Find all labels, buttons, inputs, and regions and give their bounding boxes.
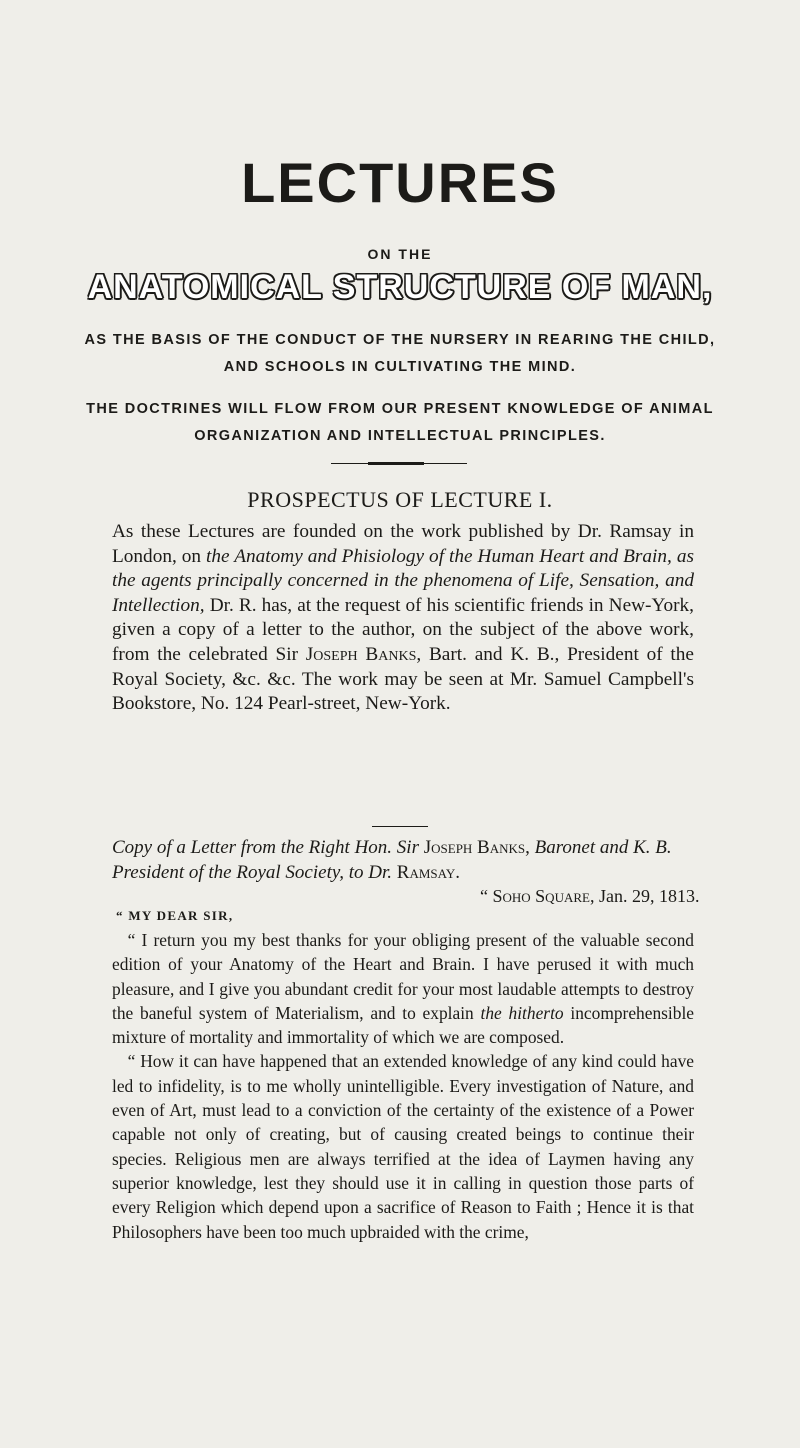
prospectus-paragraph — [112, 520, 694, 717]
dateline-date: Jan. 29, 1813. — [594, 886, 700, 906]
letter-heading-name-1: Joseph Banks, — [423, 837, 530, 858]
prospectus-text-3: Bart. and K. B., President of the Royal Society, &c. &c. The work may be seen at Mr. Samuel Campbell's Bookstore, No. 124 Pearl-street, New-York. — [112, 643, 694, 715]
letter-p1-italic: the hitherto — [480, 1002, 564, 1023]
subtitle-first: AS THE BASIS OF THE CONDUCT OF THE NURSERY IN REARING THE CHILD, AND SCHOOLS IN CULTIVATING THE MIND. — [84, 332, 716, 375]
title-connector: ON THE — [367, 246, 433, 262]
letter-heading-name-2: Ramsay. — [396, 861, 460, 883]
letter-heading-part-2: Baronet and K. B. President of the Royal Society, to Dr. — [112, 837, 672, 883]
prospectus-name: Joseph Banks, — [305, 643, 422, 665]
letter-p1-text-b: incomprehensible mixture of mortality and immortality of which we are composed. — [112, 1002, 695, 1048]
letter-dateline — [480, 885, 780, 907]
letter-paragraph-1 — [112, 928, 694, 1049]
prospectus-book-title: the Anatomy and Phisiology of the Human Heart and Brain, as the agents principally concerned in the phenomena of Life, Sensation, and Intellection, — [112, 545, 694, 616]
prospectus-text-1: As these Lectures are founded on the work published by Dr. Ramsay in London, on — [112, 521, 694, 567]
letter-paragraph-2: “ How it can have happened that an extended knowledge of any kind could have led to infidelity, is to me wholly unintelligible. Every investigation of Nature, and even of Art, must lead to a conviction of the certainty of the existence of a Power capable not only of creating, but of causing created beings to continue their species. Religious men are always terrified at the idea of Laymen having any superior knowledge, lest they should use it in calling in question those parts of every Religion which depend upon a sacrifice of Reason to Faith ; Hence it is that Philosophers have been too much upbraided with the crime, — [112, 1051, 694, 1242]
letter-salutation: “ MY DEAR SIR, — [116, 908, 234, 923]
prospectus-text-2: Dr. R. has, at the request of his scientific friends in New-York, given a copy of a letter to the author, on the subject of the above work, from the celebrated Sir — [112, 594, 694, 665]
main-title: LECTURES — [241, 151, 559, 214]
short-rule — [372, 826, 428, 827]
dateline-quote: “ — [480, 886, 493, 906]
letter-heading-part-1: Copy of a Letter from the Right Hon. Sir — [112, 837, 424, 858]
letter-p1-text-a: “ I return you my best thanks for your obliging present of the valuable second edition of your Anatomy of the Heart and Brain. I have perused it with much pleasure, and I give you abundant credit for your most laudable attempts to destroy the baneful system of Materialism, and to explain — [112, 930, 694, 1023]
subtitle-second: THE DOCTRINES WILL FLOW FROM OUR PRESENT KNOWLEDGE OF ANIMAL ORGANIZATION AND INTELLECTUAL PRINCIPLES. — [86, 401, 714, 444]
letter-body — [112, 928, 694, 1244]
dateline-place: Soho Square, — [492, 886, 595, 906]
letter-heading — [112, 836, 694, 885]
subject-title: ANATOMICAL STRUCTURE OF MAN, — [87, 268, 713, 306]
prospectus-heading: PROSPECTUS OF LECTURE I. — [247, 487, 553, 512]
